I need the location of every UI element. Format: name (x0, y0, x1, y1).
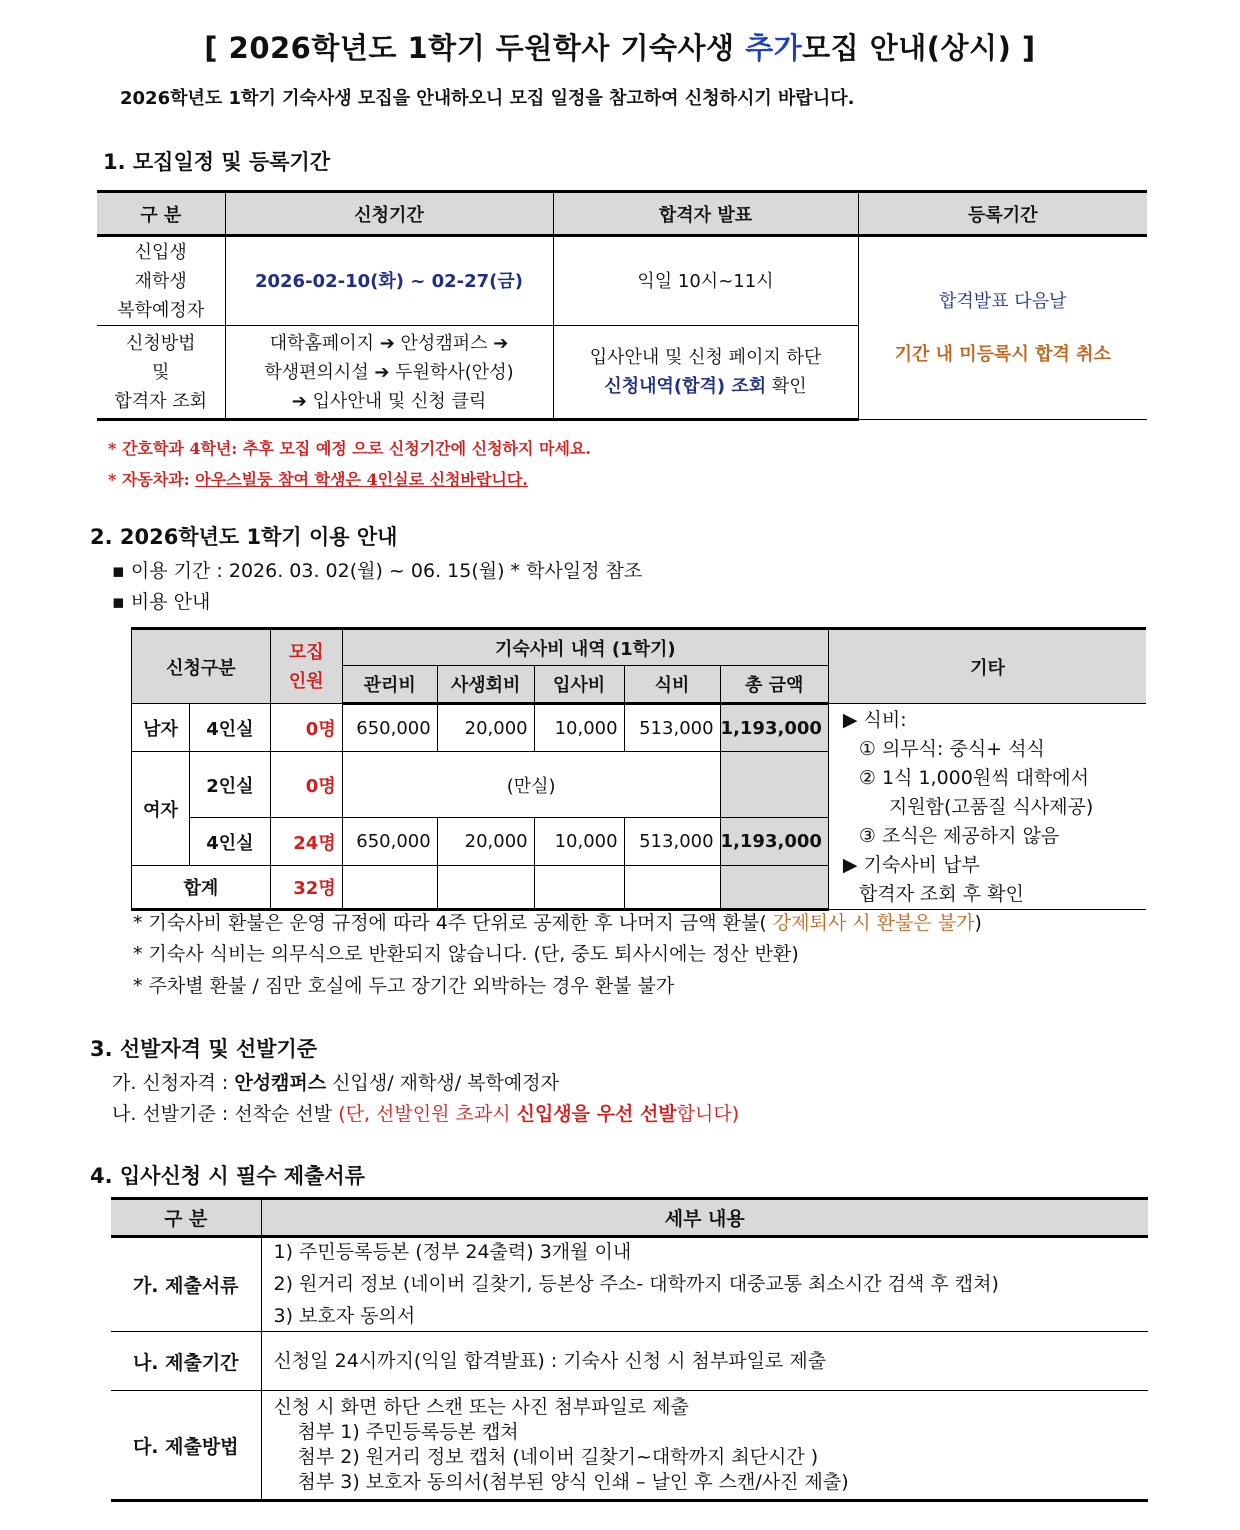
page-title: [ 2026학년도 1학기 두원학사 기숙사생 추가모집 안내(상시) ] (204, 31, 1036, 65)
sum-quota: 32명 (270, 866, 342, 910)
header-quota: 모집 인원 (270, 629, 342, 704)
etc-notes: ▶ 식비: ① 의무식: 중식+ 석식 ② 1식 1,000원씩 대학에서 지원함(고품질 식사제공) ③ 조식은 제공하지 않음 ▶ 기숙사비 납부 합격자 조회 후 확인 (828, 704, 1146, 910)
header-council: 사생회비 (437, 666, 534, 704)
header-etc: 기타 (828, 629, 1146, 704)
deadline-label: 나. 제출기간 (111, 1332, 261, 1391)
header-total: 총 금액 (720, 666, 828, 704)
header-category: 신청구분 (132, 629, 271, 704)
row-applicant-types: 신입생 재학생 복학예정자 (97, 236, 225, 326)
female2-quota: 0명 (270, 752, 342, 818)
docs-label: 가. 제출서류 (111, 1237, 261, 1332)
female4-total: 1,193,000 (720, 818, 828, 866)
header-period: 신청기간 (225, 192, 553, 236)
method-label: 다. 제출방법 (111, 1391, 261, 1501)
female2-full: (만실) (342, 752, 720, 818)
result-check: 입사안내 및 신청 페이지 하단 신청내역(합격) 조회 확인 (553, 326, 858, 420)
eligibility: 가. 신청자격 : 안성캠퍼스 신입생/ 재학생/ 복학예정자 (112, 1072, 559, 1094)
male4-meal: 513,000 (624, 704, 720, 752)
row-method-label: 신청방법 및 합격자 조회 (97, 326, 225, 420)
deadline-content: 신청일 24시까지(익일 합격발표) : 기숙사 신청 시 첨부파일로 제출 (261, 1332, 1148, 1391)
female4-meal: 513,000 (624, 818, 720, 866)
female-room4: 4인실 (189, 818, 270, 866)
application-method: 대학홈페이지 ➔ 안성캠퍼스 ➔ 학생편의시설 ➔ 두원학사(안성) ➔ 입사안내 및 신청 클릭 (225, 326, 553, 420)
male4-quota: 0명 (270, 704, 342, 752)
male4-council: 20,000 (437, 704, 534, 752)
female2-total (720, 752, 828, 818)
note-nursing: * 간호학과 4학년: 추후 모집 예정 으로 신청기간에 신청하지 마세요. (108, 439, 591, 458)
refund-note: * 기숙사비 환불은 운영 규정에 따라 4주 단위로 공제한 후 나머지 금액 환불( 강제퇴사 시 환불은 불가) (133, 912, 982, 934)
female-label: 여자 (132, 752, 190, 866)
header-entry: 입사비 (534, 666, 624, 704)
male-label: 남자 (132, 704, 190, 752)
male4-entry: 10,000 (534, 704, 624, 752)
method-content: 신청 시 화면 하단 스캔 또는 사진 첨부파일로 제출 첨부 1) 주민등록등본 캡쳐 첨부 2) 원거리 정보 캡처 (네이버 길찾기~대학까지 최단시간 ) 첨부 3) 보호자 동의서(첨부된 양식 인쇄 – 날인 후 스캔/사진 제출) (261, 1391, 1148, 1501)
section1-heading: 1. 모집일정 및 등록기간 (103, 150, 331, 174)
selection-criteria: 나. 선발기준 : 선착순 선발 (단, 선발인원 초과시 신입생을 우선 선발합니다) (112, 1103, 740, 1125)
section3-heading: 3. 선발자격 및 선발기준 (90, 1037, 318, 1061)
meal-note: * 기숙사 식비는 의무식으로 반환되지 않습니다. (단, 중도 퇴사시에는 정산 반환) (133, 943, 799, 965)
title-highlight: 추가 (745, 31, 803, 65)
header-details: 세부 내용 (261, 1199, 1148, 1237)
registration-period: 합격발표 다음날 기간 내 미등록시 합격 취소 (858, 236, 1147, 420)
fee-table (131, 627, 1146, 911)
male-room4: 4인실 (189, 704, 270, 752)
note-automotive: * 자동차과: 아우스빌둥 참여 학생은 4인실로 신청바랍니다. (108, 470, 528, 489)
sum-label: 합계 (132, 866, 271, 910)
female4-council: 20,000 (437, 818, 534, 866)
header-registration: 등록기간 (858, 192, 1147, 236)
application-period: 2026-02-10(화) ~ 02-27(금) (225, 236, 553, 326)
female4-entry: 10,000 (534, 818, 624, 866)
header-announce: 합격자 발표 (553, 192, 858, 236)
schedule-table (97, 190, 1147, 421)
header-category: 구 분 (111, 1199, 261, 1237)
female4-quota: 24명 (270, 818, 342, 866)
section2-heading: 2. 2026학년도 1학기 이용 안내 (90, 525, 398, 549)
male4-total: 1,193,000 (720, 704, 828, 752)
header-meal: 식비 (624, 666, 720, 704)
cost-guide: ▪ 비용 안내 (112, 591, 211, 613)
female-room2: 2인실 (189, 752, 270, 818)
documents-table (111, 1197, 1148, 1502)
docs-content: 1) 주민등록등본 (정부 24출력) 3개월 이내 2) 원거리 정보 (네이버 길찾기, 등본상 주소- 대학까지 대중교통 최소시간 검색 후 캡쳐) 3) 보호자 동의서 (261, 1237, 1148, 1332)
section4-heading: 4. 입사신청 시 필수 제출서류 (90, 1164, 365, 1188)
header-fees: 기숙사비 내역 (1학기) (342, 629, 828, 666)
usage-period: ▪ 이용 기간 : 2026. 03. 02(월) ~ 06. 15(월) * 학사일정 참조 (112, 560, 643, 582)
announcement-time: 익일 10시~11시 (553, 236, 858, 326)
header-category: 구 분 (97, 192, 225, 236)
header-management: 관리비 (342, 666, 437, 704)
female4-management: 650,000 (342, 818, 437, 866)
male4-management: 650,000 (342, 704, 437, 752)
intro-text: 2026학년도 1학기 기숙사생 모집을 안내하오니 모집 일정을 참고하여 신청하시기 바랍니다. (120, 88, 855, 109)
weekly-refund-note: * 주차별 환불 / 짐만 호실에 두고 장기간 외박하는 경우 환불 불가 (133, 975, 675, 997)
